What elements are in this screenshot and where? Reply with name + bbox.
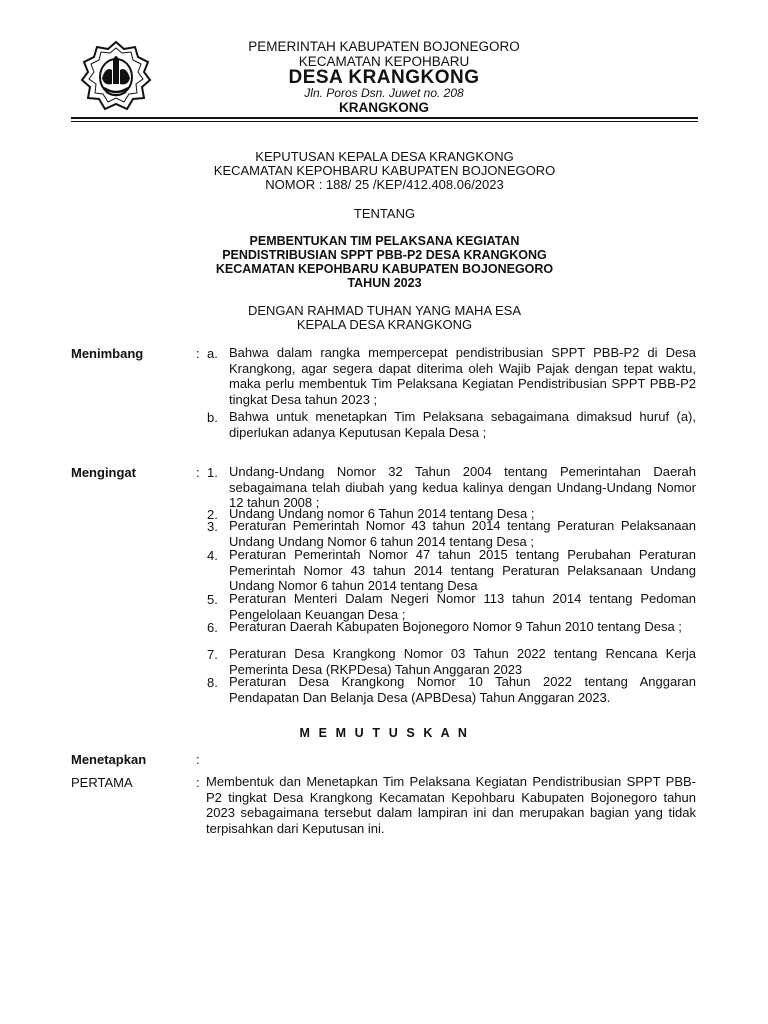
list-marker: 8. [207, 675, 218, 690]
pertama-text: Membentuk dan Menetapkan Tim Pelaksana Kegiatan Pendistribusian SPPT PBB-P2 tingkat Desa Krangkong Kecamatan Kepohbaru Kabupaten Bojonegoro tahun 2023 sebagaimana tersebut dalam lampiran ini dan merupakan bagian yang tidak terpisahkan dari Keputusan ini. [206, 774, 696, 836]
decree-about: TENTANG [353, 206, 416, 221]
decree-authority: KEPALA DESA KRANGKONG [296, 317, 473, 332]
list-marker: b. [207, 410, 218, 425]
mengingat-item: Peraturan Pemerintah Nomor 43 tahun 2014 tentang Peraturan Pelaksanaan Undang Undang Nomor 6 tahun 2014 tentang Desa ; [229, 518, 696, 549]
list-marker: 6. [207, 620, 218, 635]
mengingat-label: Mengingat [71, 465, 136, 480]
mengingat-colon: : [196, 465, 200, 480]
list-marker: 5. [207, 592, 218, 607]
mengingat-item: Peraturan Pemerintah Nomor 47 tahun 2015 tentang Perubahan Peraturan Pemerintah Nomor 43 tahun 2014 tentang Peraturan Pelaksanaan Undang Undang Nomor 6 tahun 2014 tentang Desa [229, 547, 696, 593]
letterhead-town: KRANGKONG [339, 100, 429, 115]
list-marker: 4. [207, 548, 218, 563]
menimbang-item: Bahwa untuk menetapkan Tim Pelaksana sebagaimana dimaksud huruf (a), diperlukan adanya Keputusan Kepala Desa ; [229, 409, 696, 440]
letterhead-divider-thin [71, 121, 698, 122]
decree-title: KEPUTUSAN KEPALA DESA KRANGKONG [255, 149, 514, 164]
mengingat-item: Undang-Undang Nomor 32 Tahun 2004 tentang Pemerintahan Daerah sebagaimana telah diubah yang kedua kalinya dengan Undang-Undang Nomor 12 tahun 2008 ; [229, 464, 696, 510]
regency-emblem-icon [80, 40, 152, 112]
pertama-colon: : [196, 775, 200, 790]
letterhead-village: DESA KRANGKONG [288, 67, 480, 88]
memutuskan-heading: M E M U T U S K A N [299, 726, 470, 740]
letterhead-district: KECAMATAN KEPOHBARU [298, 54, 470, 69]
menimbang-colon: : [196, 346, 200, 361]
letterhead-divider [71, 117, 698, 119]
decree-subject-line: TAHUN 2023 [347, 276, 422, 290]
mengingat-item: Peraturan Desa Krangkong Nomor 10 Tahun 2022 tentang Anggaran Pendapatan Dan Belanja Desa (APBDesa) Tahun Anggaran 2023. [229, 674, 696, 705]
list-marker: 3. [207, 519, 218, 534]
menimbang-label: Menimbang [71, 346, 144, 361]
mengingat-item: Peraturan Menteri Dalam Negeri Nomor 113 tahun 2014 tentang Pedoman Pengelolaan Keuangan Desa ; [229, 591, 696, 622]
menetapkan-colon: : [196, 752, 200, 767]
decree-subject-line: PENDISTRIBUSIAN SPPT PBB-P2 DESA KRANGKONG [222, 248, 547, 262]
decree-title-region: KECAMATAN KEPOHBARU KABUPATEN BOJONEGORO [213, 163, 556, 178]
letterhead-address: Jln. Poros Dsn. Juwet no. 208 [304, 86, 464, 100]
letterhead-government: PEMERINTAH KABUPATEN BOJONEGORO [248, 39, 520, 54]
pertama-label: PERTAMA [71, 775, 133, 790]
decree-number: NOMOR : 188/ 25 /KEP/412.408.06/2023 [265, 177, 504, 192]
decree-subject-line: KECAMATAN KEPOHBARU KABUPATEN BOJONEGORO [215, 262, 554, 276]
mengingat-item: Peraturan Daerah Kabupaten Bojonegoro Nomor 9 Tahun 2010 tentang Desa ; [229, 619, 682, 634]
decree-blessing: DENGAN RAHMAD TUHAN YANG MAHA ESA [247, 303, 522, 318]
mengingat-item: Undang Undang nomor 6 Tahun 2014 tentang Desa ; [229, 506, 535, 521]
list-marker: a. [207, 346, 218, 361]
menimbang-item: Bahwa dalam rangka mempercepat pendistribusian SPPT PBB-P2 di Desa Krangkong, agar segera dapat diterima oleh Wajib Pajak dengan tepat waktu, maka perlu membentuk Tim Pelaksana Kegiatan Pendistribusian SPPT PBB-P2 tingkat Desa tahun 2023 ; [229, 345, 696, 407]
decree-subject-line: PEMBENTUKAN TIM PELAKSANA KEGIATAN [249, 234, 520, 248]
menetapkan-label: Menetapkan [71, 752, 147, 767]
list-marker: 7. [207, 647, 218, 662]
mengingat-item: Peraturan Desa Krangkong Nomor 03 Tahun 2022 tentang Rencana Kerja Pemerinta Desa (RKPDesa) Tahun Anggaran 2023 [229, 646, 696, 677]
list-marker: 2. [207, 507, 218, 522]
list-marker: 1. [207, 465, 218, 480]
